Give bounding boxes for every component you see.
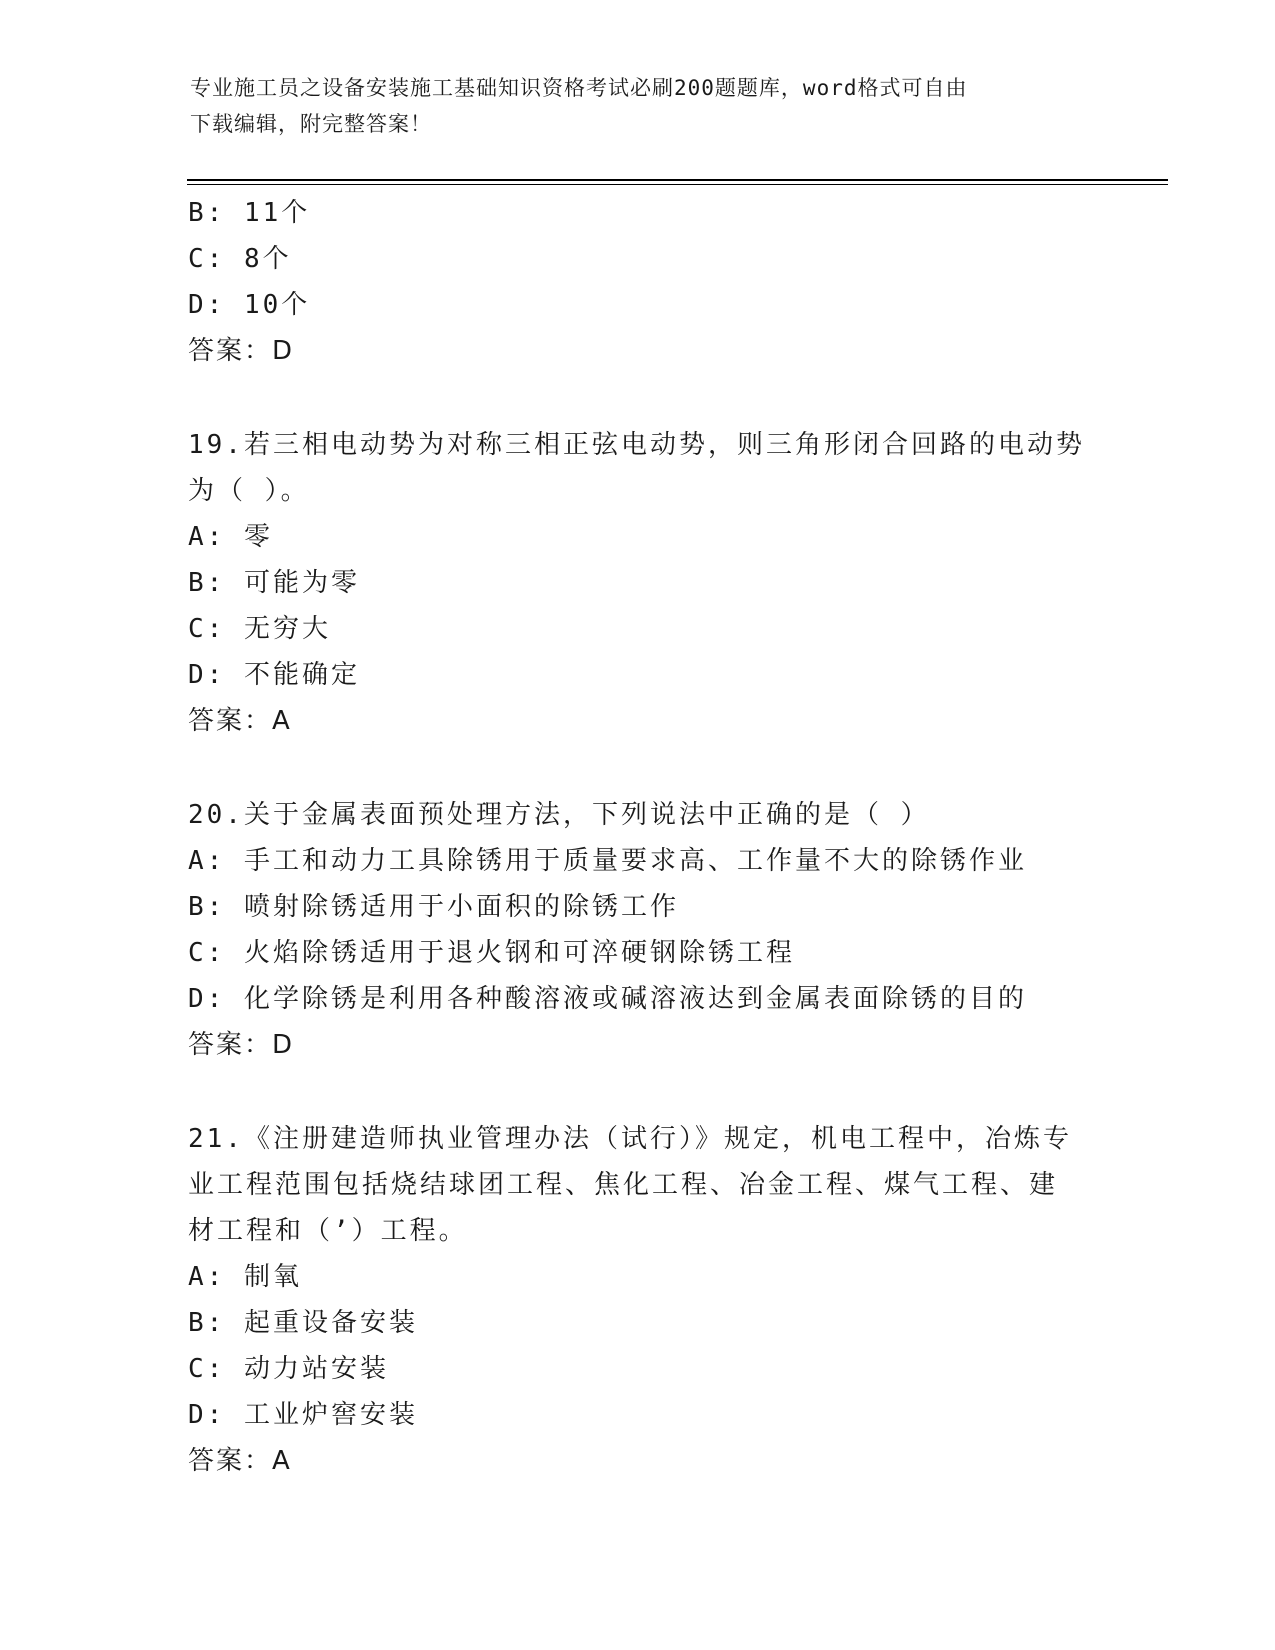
question-stem-line: 业工程范围包括烧结球团工程、焦化工程、冶金工程、煤气工程、建 bbox=[188, 1170, 1059, 1200]
option-c: C: 动力站安装 bbox=[188, 1354, 389, 1384]
option-a: A: 手工和动力工具除锈用于质量要求高、工作量不大的除锈作业 bbox=[188, 846, 1027, 876]
option-d: D: 10个 bbox=[188, 290, 311, 320]
question-18 bbox=[188, 190, 1088, 374]
document-header bbox=[190, 70, 1090, 142]
option-d: D: 工业炉窖安装 bbox=[188, 1400, 418, 1430]
option-b: B: 喷射除锈适用于小面积的除锈工作 bbox=[188, 892, 679, 922]
header-rule-thick bbox=[187, 179, 1168, 181]
question-19 bbox=[188, 422, 1088, 744]
question-21 bbox=[188, 1116, 1088, 1484]
header-title-line-1: 专业施工员之设备安装施工基础知识资格考试必刷200题题库，word格式可自由 bbox=[190, 76, 968, 100]
option-d: D: 不能确定 bbox=[188, 660, 360, 690]
option-a: A: 零 bbox=[188, 522, 273, 552]
header-title-line-2: 下载编辑，附完整答案！ bbox=[190, 112, 432, 136]
option-b: B: 起重设备安装 bbox=[188, 1308, 418, 1338]
option-d: D: 化学除锈是利用各种酸溶液或碱溶液达到金属表面除锈的目的 bbox=[188, 984, 1027, 1014]
question-20 bbox=[188, 792, 1088, 1068]
answer: 答案：A bbox=[188, 706, 292, 736]
option-b: B: 可能为零 bbox=[188, 568, 360, 598]
question-stem-line: 21.《注册建造师执业管理办法（试行）》规定，机电工程中，冶炼专 bbox=[188, 1124, 1072, 1154]
option-a: A: 制氧 bbox=[188, 1262, 302, 1292]
question-stem-line: 20.关于金属表面预处理方法，下列说法中正确的是（ ） bbox=[188, 800, 930, 830]
option-c: C: 无穷大 bbox=[188, 614, 331, 644]
answer: 答案：D bbox=[188, 336, 295, 366]
header-rule-thin bbox=[187, 184, 1168, 185]
option-c: C: 8个 bbox=[188, 244, 292, 274]
option-c: C: 火焰除锈适用于退火钢和可淬硬钢除锈工程 bbox=[188, 938, 795, 968]
question-stem-line: 为（ ）。 bbox=[188, 476, 310, 506]
question-list bbox=[188, 190, 1088, 1484]
answer: 答案：D bbox=[188, 1030, 295, 1060]
option-b: B: 11个 bbox=[188, 198, 311, 228]
question-stem-line: 材工程和（’）工程。 bbox=[188, 1216, 468, 1246]
question-stem-line: 19.若三相电动势为对称三相正弦电动势，则三角形闭合回路的电动势 bbox=[188, 430, 1085, 460]
answer: 答案：A bbox=[188, 1446, 292, 1476]
